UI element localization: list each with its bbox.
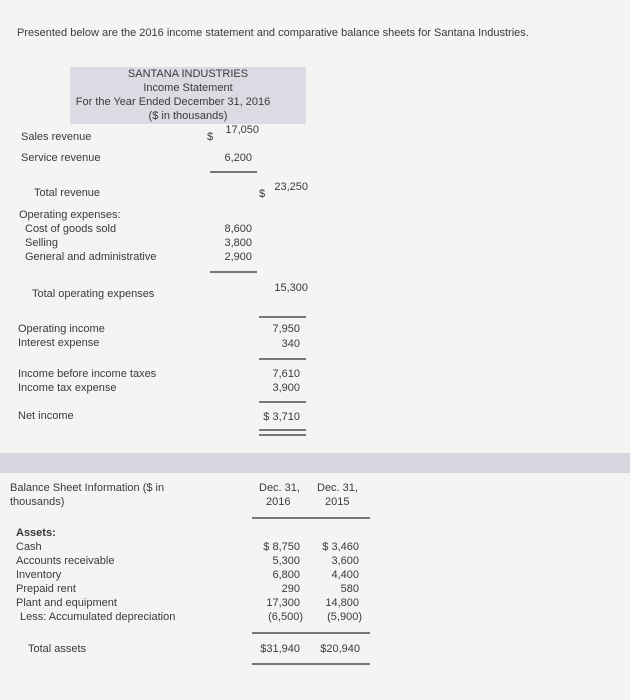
service-label: Service revenue [21,152,101,164]
row-value-2016: 6,800 [272,569,300,581]
ga-value: 2,900 [224,251,252,263]
net-double-underline-1 [259,429,306,431]
assets-underline [252,632,370,634]
section-divider [0,453,630,473]
company-name: SANTANA INDUSTRIES [127,68,249,80]
tax-value: 3,900 [272,382,300,394]
col-2015-line1: Dec. 31, [317,482,358,494]
opex-label: Operating expenses: [19,209,121,221]
row-label: Cash [16,541,42,553]
balance-title-1: Balance Sheet Information ($ in [10,482,165,494]
total-opex-value: 15,300 [274,282,308,294]
row-label: Less: Accumulated depreciation [20,611,176,623]
net-income-value: $ 3,710 [263,411,300,423]
statement-period: For the Year Ended December 31, 2016 [75,96,271,108]
balance-header-underline [252,517,370,519]
sales-label: Sales revenue [21,131,92,143]
total-assets-label: Total assets [28,643,87,655]
pretax-value: 7,610 [272,368,300,380]
opex-total-underline [259,316,306,318]
net-double-underline-2 [259,434,306,436]
row-label: Prepaid rent [16,583,76,595]
statement-units: ($ in thousands) [148,110,228,122]
total-revenue-currency: $ [259,188,266,200]
row-value-2015: 3,600 [331,555,359,567]
row-value-2015: 580 [340,583,359,595]
balance-title-2: thousands) [10,496,65,508]
interest-underline [259,358,306,360]
row-value-2016: 5,300 [272,555,300,567]
statement-title: Income Statement [143,82,233,94]
revenue-underline [210,171,257,173]
row-value-2016: 17,300 [266,597,300,609]
total-assets-underline [252,663,370,665]
col-2016-line1: Dec. 31, [259,482,300,494]
row-label: Plant and equipment [16,597,117,609]
row-label: Accounts receivable [16,555,115,567]
total-assets-2015: $20,940 [320,643,360,655]
row-value-2016: 290 [281,583,300,595]
row-value-2016: (6,500) [268,611,303,623]
operating-income-value: 7,950 [272,323,300,335]
row-value-2015: 14,800 [325,597,359,609]
pretax-label: Income before income taxes [18,368,157,380]
cogs-label: Cost of goods sold [25,223,117,235]
cogs-value: 8,600 [224,223,252,235]
row-value-2015: 4,400 [331,569,359,581]
sales-currency: $ [207,131,214,143]
intro-text: Presented below are the 2016 income statement and comparative balance sheets for Santana Industries. [17,27,529,39]
row-value-2015: (5,900) [327,611,362,623]
col-2015-line2: 2015 [325,496,350,508]
selling-label: Selling [25,237,59,249]
total-assets-2016: $31,940 [260,643,300,655]
statement-header [70,67,306,124]
tax-underline [259,401,306,403]
operating-income-label: Operating income [18,323,105,335]
total-opex-label: Total operating expenses [32,288,155,300]
assets-label: Assets: [16,527,56,539]
row-label: Inventory [16,569,62,581]
tax-label: Income tax expense [18,382,117,394]
total-revenue-value: 23,250 [274,181,308,193]
row-value-2016: $ 8,750 [263,541,300,553]
interest-label: Interest expense [18,337,100,349]
net-income-label: Net income [18,410,74,422]
sales-value: 17,050 [225,124,259,136]
selling-value: 3,800 [224,237,252,249]
row-value-2015: $ 3,460 [322,541,359,553]
interest-value: 340 [281,338,300,350]
service-value: 6,200 [224,152,252,164]
opex-underline [210,271,257,273]
total-revenue-label: Total revenue [34,187,101,199]
col-2016-line2: 2016 [266,496,291,508]
ga-label: General and administrative [25,251,157,263]
